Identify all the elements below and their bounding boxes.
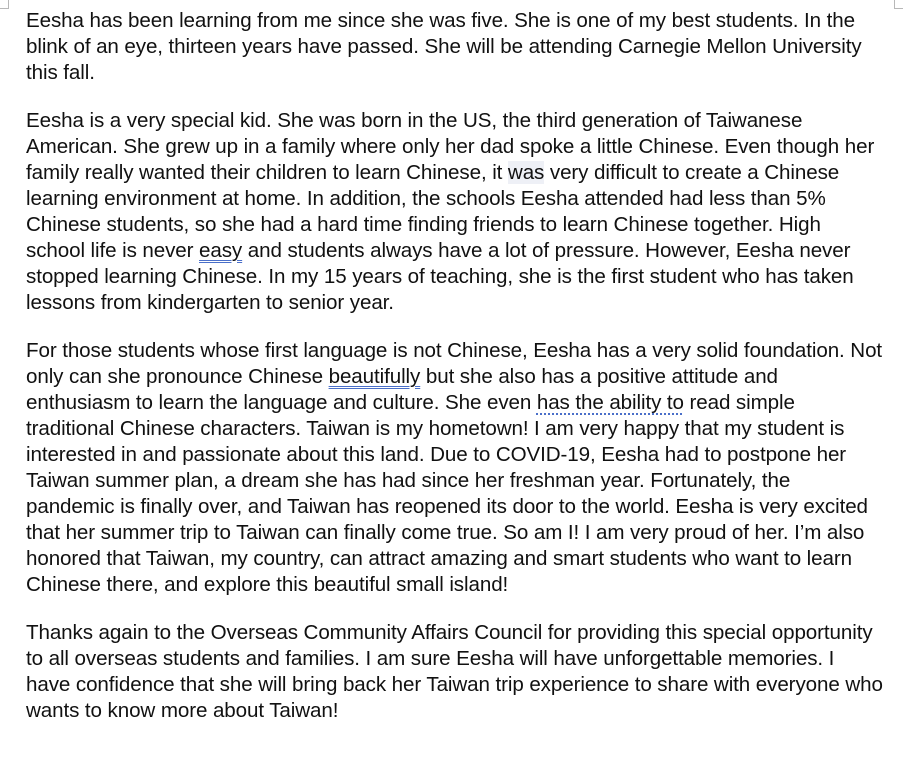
paragraph-foundation-text-3: read simple traditional Chinese characters. Taiwan is my hometown! I am very happy that my student is interested in and passionate about this land. Due to COVID-19, Eesha had to postpone her Taiwan summer plan, a dream she has had since her freshman year. Fortunately, the pandemic is finally over, and Taiwan has reopened its door to the world. Eesha is very excited that her summer trip to Taiwan can finally come true. So am I! I am very proud of her. I’m also honored that Taiwan, my country, can attract amazing and smart students who want to learn Chinese there, and explore this beautiful small island! — [26, 391, 868, 596]
paragraph-background[interactable] — [26, 108, 883, 316]
highlighted-word-was[interactable]: was — [507, 161, 545, 184]
paragraph-intro-text: Eesha has been learning from me since she was five. She is one of my best students. In the blink of an eye, thirteen years have passed. She will be attending Carnegie Mellon University this fall. — [26, 9, 862, 84]
grammar-flag-beautifully[interactable]: beautifully — [328, 365, 421, 388]
paragraph-foundation-text-1: For those students whose first language is not Chinese, Eesha has a very solid foundation. Not only can she pronounce Chinese — [26, 339, 883, 388]
page-corner-mark-right — [894, 0, 903, 9]
style-flag-has-the-ability-to[interactable]: has the ability to — [536, 391, 684, 414]
paragraph-background-text-1: Eesha is a very special kid. She was born in the US, the third generation of Taiwanese American. She grew up in a family where only her dad spoke a little Chinese. Even though her family really wanted their children to learn Chinese, it — [26, 109, 875, 184]
paragraph-background-text-3: and students always have a lot of pressure. However, Eesha never stopped learning Chinese. In my 15 years of teaching, she is the first student who has taken lessons from kindergarten to senior year. — [26, 239, 854, 314]
paragraph-foundation[interactable] — [26, 338, 883, 598]
paragraph-foundation-text-2: but she also has a positive attitude and enthusiasm to learn the language and culture. She even — [26, 365, 778, 414]
paragraph-thanks[interactable] — [26, 620, 883, 724]
paragraph-background-text-2: very difficult to create a Chinese learning environment at home. In addition, the schools Eesha attended had less than 5% Chinese students, so she had a hard time finding friends to learn Chinese together. High school life is never — [26, 161, 840, 262]
grammar-flag-easy[interactable]: easy — [199, 239, 243, 262]
paragraph-intro[interactable] — [26, 8, 883, 86]
page-corner-mark-left — [0, 0, 9, 9]
paragraph-thanks-text: Thanks again to the Overseas Community Affairs Council for providing this special opportunity to all overseas students and families. I am sure Eesha will have unforgettable memories. I have confidence that she will bring back her Taiwan trip experience to share with everyone who wants to know more about Taiwan! — [26, 621, 883, 722]
